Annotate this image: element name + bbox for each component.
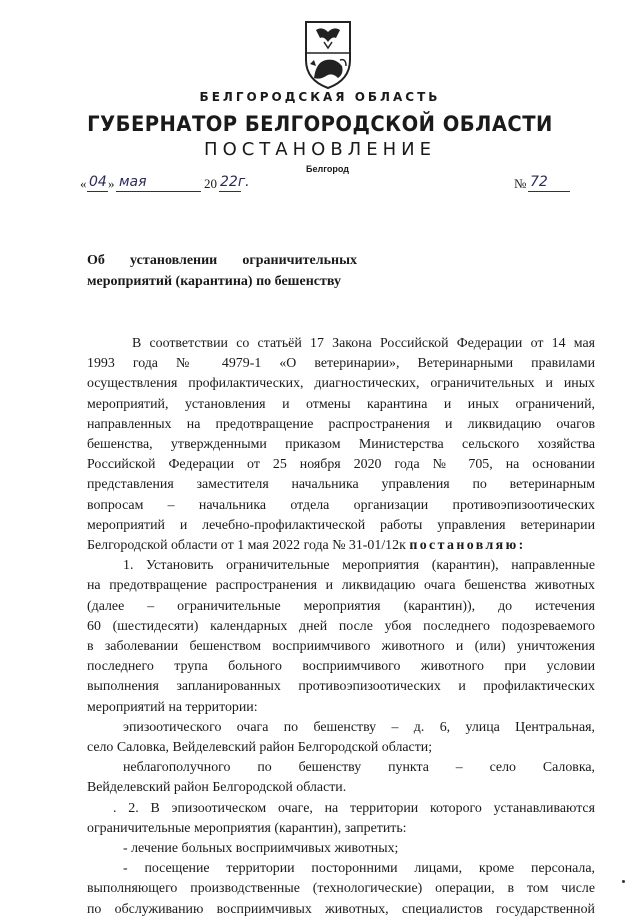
date-month: мая	[119, 174, 147, 190]
body-line-text: Белгородской области от 1 мая 2022 года № 31-01/12к	[87, 538, 406, 554]
date-close-quote: »	[108, 176, 115, 191]
document-title	[87, 250, 357, 292]
date-year-suffix: 22г.	[220, 174, 250, 190]
body-line: выполнения запланированных противоэпизоотических и профилактических	[87, 679, 595, 695]
body-line: 1. Установить ограничительные мероприятия (карантин), направленные	[123, 558, 595, 574]
body-line-text: 2. В эпизоотическом очаге, на территории которого устанавливаются	[128, 800, 595, 816]
date-day: 04	[89, 174, 107, 190]
title-line: Об установлении ограничительных	[87, 253, 357, 268]
body-line: осуществления профилактических, диагностических, ограничительных и иных	[87, 376, 595, 392]
body-line: бешенства, утвержденными приказом Министерства сельского хозяйства	[87, 437, 595, 453]
body-line: Российской Федерации от 25 ноября 2020 года № 705, на основании	[87, 457, 595, 473]
body-line: 60 (шестидесяти) календарных дней после убоя последнего подозреваемого	[87, 618, 595, 634]
body-line: по обслуживанию восприимчивых животных, специалистов государственной	[87, 901, 595, 917]
issuer-title: ГУБЕРНАТОР БЕЛГОРОДСКОЙ ОБЛАСТИ	[87, 112, 553, 136]
document-type: ПОСТАНОВЛЕНИЕ	[204, 139, 436, 160]
item-marker: .	[113, 800, 117, 816]
document-body	[87, 334, 595, 920]
title-line: мероприятий (карантина) по бешенству	[87, 274, 341, 289]
region-name: БЕЛГОРОДСКАЯ ОБЛАСТЬ	[199, 90, 441, 104]
date-number-line	[80, 176, 560, 196]
coat-of-arms-icon	[302, 20, 354, 90]
body-line-item2	[87, 799, 595, 819]
body-line: вопросам – начальника отдела организации противоэпизоотических	[87, 497, 595, 513]
body-line: направленных на предотвращение распространения и ликвидацию очагов	[87, 416, 595, 432]
date-year-prefix: 20	[204, 176, 217, 191]
body-line: Вейделевский район Белгородской области.	[87, 780, 347, 796]
body-line: мероприятий и лечебно-профилактической работы управления ветеринарии	[87, 517, 595, 533]
body-line: выполняющего производственные (технологические) операции, в том числе	[87, 881, 595, 897]
body-line: мероприятий, установления и отмены карантина и иных ограничений,	[87, 396, 595, 412]
body-line: представления заместителя начальника управления по ветеринарным	[87, 477, 595, 493]
date-open-quote: «	[80, 176, 87, 191]
number-label: №	[514, 176, 527, 191]
body-line: - лечение больных восприимчивых животных;	[123, 841, 399, 857]
body-line: на предотвращение распространения и ликвидацию очага бешенства животных	[87, 578, 595, 594]
resolve-word: постановляю:	[409, 538, 526, 554]
body-line: мероприятий на территории:	[87, 699, 258, 715]
body-line: ограничительные мероприятия (карантин), запретить:	[87, 820, 407, 836]
body-line: В соответствии со статьёй 17 Закона Российской Федерации от 14 мая	[132, 336, 595, 351]
body-line: последнего трупа больного восприимчивого животного при условии	[87, 659, 595, 675]
body-line: в заболевании бешенством восприимчивого животного и (или) уничтожения	[87, 639, 595, 655]
body-line: (далее – ограничительные мероприятия (карантин)), до истечения	[87, 598, 595, 614]
scan-speck	[622, 880, 625, 883]
body-line: эпизоотического очага по бешенству – д. 6, улица Центральная,	[123, 719, 595, 735]
body-line-resolution	[87, 536, 595, 556]
body-line: неблагополучного по бешенству пункта – село Саловка,	[123, 760, 595, 776]
body-line: село Саловка, Вейделевский район Белгородской области;	[87, 740, 433, 756]
body-line: - посещение территории посторонними лицами, кроме персонала,	[123, 861, 595, 877]
body-line: 1993 года № 4979-1 «О ветеринарии», Ветеринарными правилами	[87, 356, 595, 372]
city-name: Белгород	[306, 164, 349, 174]
document-number: 72	[530, 174, 548, 190]
